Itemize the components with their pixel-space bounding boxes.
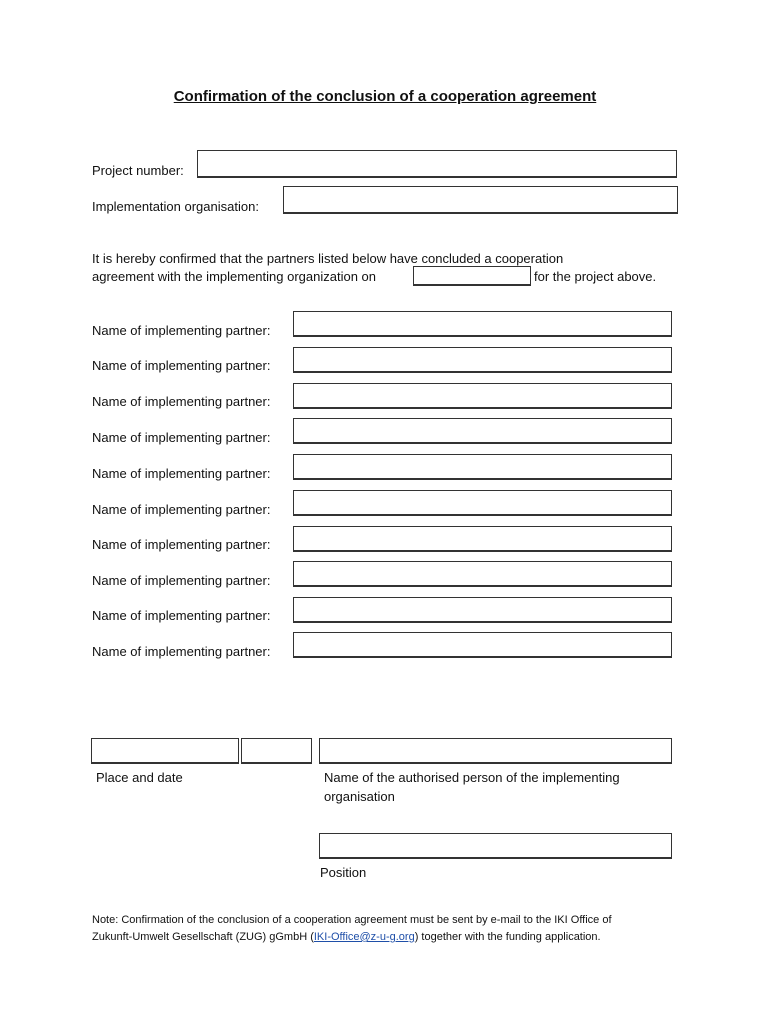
authorised-person-field[interactable]: [319, 738, 672, 764]
partner-name-field[interactable]: [293, 454, 672, 480]
partner-name-field[interactable]: [293, 597, 672, 623]
partner-label: Name of implementing partner:: [92, 537, 271, 552]
partner-name-field[interactable]: [293, 490, 672, 516]
note-line-2-after: ) together with the funding application.: [414, 931, 601, 943]
place-field[interactable]: [91, 738, 239, 764]
partner-label: Name of implementing partner:: [92, 466, 271, 481]
note-line-1: Note: Confirmation of the conclusion of a cooperation agreement must be sent by e-mail to the IKI Office of: [92, 914, 612, 926]
implementation-organisation-field[interactable]: [283, 186, 678, 214]
partner-name-field[interactable]: [293, 632, 672, 658]
project-number-field[interactable]: [197, 150, 677, 178]
partner-label: Name of implementing partner:: [92, 608, 271, 623]
statement-line-2-after: for the project above.: [534, 269, 657, 284]
implementation-organisation-label: Implementation organisation:: [92, 199, 259, 214]
position-field[interactable]: [319, 833, 672, 859]
partner-name-field[interactable]: [293, 418, 672, 444]
partner-label: Name of implementing partner:: [92, 358, 271, 373]
position-label: Position: [320, 865, 367, 880]
partner-label: Name of implementing partner:: [92, 323, 271, 338]
partner-label: Name of implementing partner:: [92, 502, 271, 517]
partner-label: Name of implementing partner:: [92, 430, 271, 445]
project-number-label: Project number:: [92, 163, 184, 178]
partner-name-field[interactable]: [293, 347, 672, 373]
authorised-person-label-line-2: organisation: [324, 789, 395, 804]
partner-name-field[interactable]: [293, 526, 672, 552]
partner-label: Name of implementing partner:: [92, 573, 271, 588]
agreement-date-field[interactable]: [413, 266, 531, 286]
page-title: Confirmation of the conclusion of a cooperation agreement: [173, 88, 597, 105]
partner-label: Name of implementing partner:: [92, 394, 271, 409]
partner-name-field[interactable]: [293, 311, 672, 337]
partner-label: Name of implementing partner:: [92, 644, 271, 659]
partner-name-field[interactable]: [293, 561, 672, 587]
note-line-2-before: Zukunft-Umwelt Gesellschaft (ZUG) gGmbH (: [92, 931, 314, 943]
statement-line-1: It is hereby confirmed that the partners listed below have concluded a cooperation: [92, 251, 564, 266]
authorised-person-label-line-1: Name of the authorised person of the implementing: [324, 770, 620, 785]
partner-name-field[interactable]: [293, 383, 672, 409]
date-field[interactable]: [241, 738, 312, 764]
iki-office-email-link[interactable]: IKI-Office@z-u-g.org: [313, 931, 415, 943]
statement-line-2-before: agreement with the implementing organization on: [92, 269, 377, 284]
note-line-2: [92, 929, 601, 946]
place-and-date-label: Place and date: [96, 770, 183, 785]
